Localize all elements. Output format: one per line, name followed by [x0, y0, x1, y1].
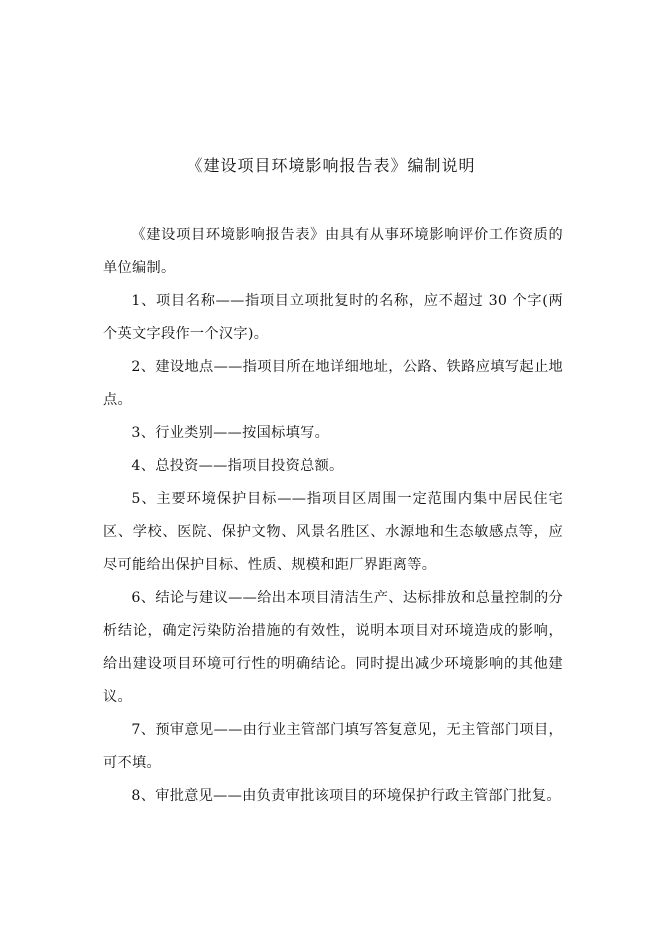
paragraph-item-8: 8、审批意见——由负责审批该项目的环境保护行政主管部门批复。: [131, 788, 561, 804]
paragraph-item-7: 7、预审意见——由行业主管部门填写答复意见，无主管部门项目，可不填。: [103, 722, 563, 771]
paragraph-intro: 《建设项目环境影响报告表》由具有从事环境影响评价工作资质的单位编制。: [103, 227, 563, 276]
paragraph-item-1: 1、项目名称——指项目立项批复时的名称，应不超过 30 个字(两个英文字段作一个汉字)。: [103, 293, 563, 342]
paragraph-item-2: 2、建设地点——指项目所在地详细地址，公路、铁路应填写起止地点。: [103, 359, 563, 408]
paragraph-item-3: 3、行业类别——按国标填写。: [131, 425, 330, 441]
paragraph-item-5: 5、主要环境保护目标——指项目区周围一定范围内集中居民住宅区、学校、医院、保护文物、风景名胜区、水源地和生态敏感点等，应尽可能给出保护目标、性质、规模和距厂界距离等。: [103, 491, 563, 573]
paragraph-item-6: 6、结论与建议——给出本项目清洁生产、达标排放和总量控制的分析结论，确定污染防治措施的有效性，说明本项目对环境造成的影响，给出建设项目环境可行性的明确结论。同时提出减少环境影响的其他建议。: [103, 590, 563, 705]
document-body: [103, 219, 563, 813]
document-title: 《建设项目环境影响报告表》编制说明: [186, 156, 476, 175]
paragraph-item-4: 4、总投资——指项目投资总额。: [131, 458, 344, 474]
